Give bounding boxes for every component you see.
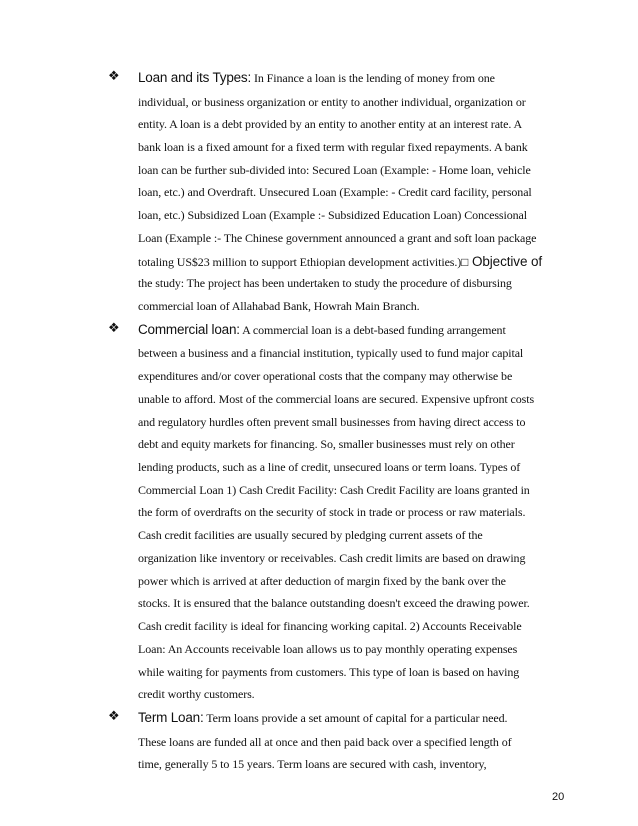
section-heading: Loan and its Types: — [138, 70, 252, 85]
section-line: These loans are funded all at once and then paid back over a specified length of — [138, 734, 512, 749]
section-line: credit worthy customers. — [138, 687, 255, 702]
section-line: unable to afford. Most of the commercial loans are secured. Expensive upfront costs — [138, 391, 535, 406]
section-line: bank loan is a fixed amount for a fixed term with regular fixed repayments. A bank — [138, 140, 528, 154]
section-line: lending products, such as a line of credit, unsecured loans or term loans. Types of — [138, 460, 521, 474]
section-line: the study: The project has been undertaken to study the procedure of disbursing — [138, 276, 512, 291]
section-line-text: totaling US$23 million to support Ethiopian development activities.) — [138, 254, 462, 269]
section-line: loan can be further sub-divided into: Secured Loan (Example: - Home loan, vehicle — [138, 162, 531, 177]
section-line: Loan: An Accounts receivable loan allows us to pay monthly operating expenses — [138, 641, 518, 656]
section-line: organization like inventory or receivables. Cash credit limits are based on drawing — [138, 550, 526, 565]
diamond-bullet-icon: ❖ — [108, 320, 120, 336]
section-line: Commercial Loan 1) Cash Credit Facility: Cash Credit Facility are loans granted in — [138, 482, 530, 497]
section-line-text: In Finance a loan is the lending of money from one — [251, 71, 495, 85]
page-number: 20 — [552, 791, 565, 803]
section-line: and regulatory hurdles often prevent small businesses from having direct access to — [138, 414, 526, 429]
section-line: individual, or business organization or entity to another individual, organization or — [138, 94, 526, 109]
diamond-bullet-icon: ❖ — [108, 69, 120, 84]
section-line: entity. A loan is a debt provided by an entity to another entity at an interest rate. A — [138, 117, 523, 132]
objective-heading: Objective of — [468, 253, 543, 269]
section-line: Loan (Example :- The Chinese government announced a grant and soft loan package — [138, 230, 537, 245]
section-line: the form of overdrafts on the security of stock in trade or process or raw materials. — [138, 505, 526, 520]
section-line: Cash credit facilities are usually secured by pledging current assets of the — [138, 528, 483, 543]
section-line: expenditures and/or cover operational costs that the company may otherwise be — [138, 369, 513, 383]
section-line — [138, 322, 568, 338]
section-line: stocks. It is ensured that the balance outstanding doesn't exceed the drawing power. — [138, 596, 530, 611]
section-line-text: Term loans provide a set amount of capital for a particular need. — [203, 711, 508, 725]
section-heading: Term Loan: — [138, 710, 204, 725]
section-line: between a business and a financial institution, typically used to fund major capital — [138, 346, 524, 361]
section-line — [138, 710, 568, 726]
section-line: time, generally 5 to 15 years. Term loans are secured with cash, inventory, — [138, 757, 487, 772]
section-line — [138, 254, 568, 270]
section-line: loan, etc.) Subsidized Loan (Example :- Subsidized Education Loan) Concessional — [138, 208, 527, 223]
section-heading: Commercial loan: — [138, 321, 240, 337]
section-line: Cash credit facility is ideal for financing working capital. 2) Accounts Receivable — [138, 619, 522, 634]
missing-glyph-box: □ — [461, 254, 469, 269]
diamond-bullet-icon: ❖ — [108, 709, 120, 724]
section-line: loan, etc.) and Overdraft. Unsecured Loan (Example: - Credit card facility, personal — [138, 185, 532, 200]
section-line: debt and equity markets for financing. So, smaller businesses must rely on other — [138, 437, 515, 452]
section-line: while waiting for payments from customers. This type of loan is based on having — [138, 664, 520, 679]
section-line — [138, 70, 568, 86]
section-line: commercial loan of Allahabad Bank, Howrah Main Branch. — [138, 299, 420, 314]
section-line: power which is arrived at after deduction of margin fixed by the bank over the — [138, 573, 506, 588]
section-line-text: A commercial loan is a debt-based funding arrangement — [239, 322, 506, 337]
